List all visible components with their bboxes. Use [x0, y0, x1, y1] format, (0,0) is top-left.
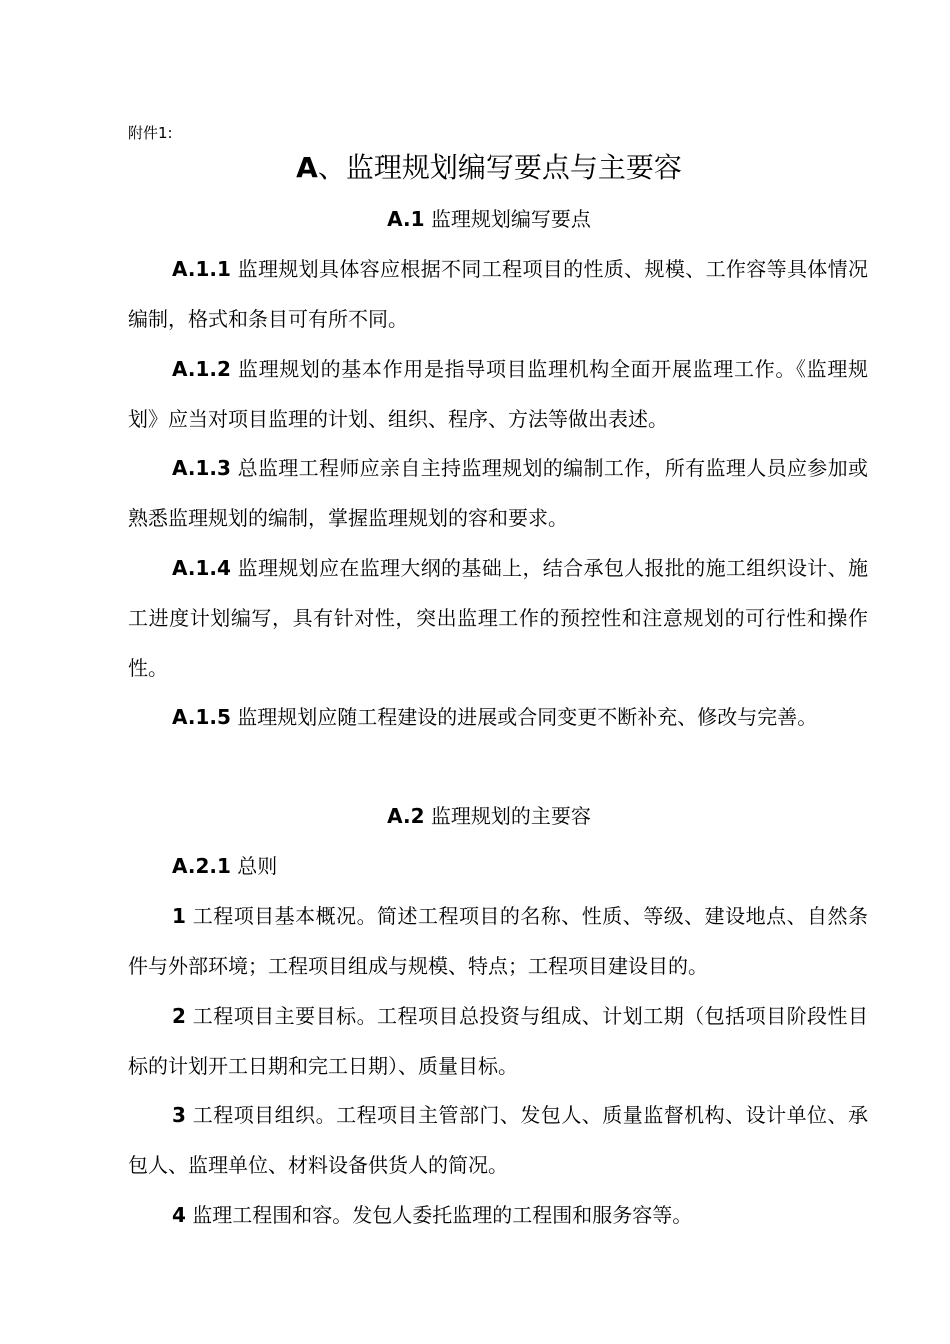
attachment-label: 附件1: — [128, 124, 173, 142]
clause-text: 总监理工程师应亲自主持监理规划的编制工作，所有监理人员应参加或熟悉监理规划的编制，掌握监理规划的容和要求。 — [128, 456, 868, 530]
list-item-3 — [128, 1090, 868, 1190]
clause-a1-4 — [128, 543, 868, 693]
item-number: 4 — [172, 1203, 186, 1227]
item-number: 3 — [172, 1103, 186, 1127]
list-item-2 — [128, 991, 868, 1091]
item-text: 监理工程围和容。发包人委托监理的工程围和服务容等。 — [185, 1203, 693, 1227]
section-title: 监理规划编写要点 — [424, 207, 591, 231]
item-text: 工程项目基本概况。简述工程项目的名称、性质、等级、建设地点、自然条件与外部环境；工程项目组成与规模、特点；工程项目建设目的。 — [128, 904, 868, 978]
clause-number: A.2.1 — [172, 854, 231, 878]
item-number: 2 — [172, 1004, 186, 1028]
clause-number: A.1.5 — [172, 705, 231, 729]
clause-number: A.1.1 — [172, 257, 231, 281]
item-text: 工程项目组织。工程项目主管部门、发包人、质量监督机构、设计单位、承包人、监理单位、材料设备供货人的简况。 — [128, 1103, 868, 1177]
section-heading-a2 — [0, 801, 950, 831]
document-title — [0, 148, 950, 188]
clause-text: 监理规划应随工程建设的进展或合同变更不断补充、修改与完善。 — [230, 705, 818, 729]
clause-a1-5 — [128, 692, 868, 742]
title-prefix: A — [296, 151, 318, 184]
section-number: A.1 — [387, 207, 425, 231]
item-text: 工程项目主要目标。工程项目总投资与组成、计划工期（包括项目阶段性目标的计划开工日期和完工日期）、质量目标。 — [128, 1004, 868, 1078]
clause-text: 监理规划应在监理大纲的基础上，结合承包人报批的施工组织设计、施工进度计划编写，具有针对性，突出监理工作的预控性和注意规划的可行性和操作性。 — [128, 556, 868, 680]
section-title: 监理规划的主要容 — [424, 804, 591, 828]
title-text: 、监理规划编写要点与主要容 — [317, 151, 682, 184]
section-heading-a1 — [0, 204, 950, 234]
clause-text: 总则 — [230, 854, 278, 878]
list-item-4 — [128, 1190, 868, 1240]
clause-number: A.1.4 — [172, 556, 231, 580]
clause-a1-1 — [128, 244, 868, 344]
section-number: A.2 — [387, 804, 425, 828]
item-number: 1 — [172, 904, 186, 928]
clause-a1-2 — [128, 344, 868, 444]
clause-text: 监理规划的基本作用是指导项目监理机构全面开展监理工作。《监理规划》应当对项目监理的计划、组织、程序、方法等做出表述。 — [128, 357, 868, 431]
clause-text: 监理规划具体容应根据不同工程项目的性质、规模、工作容等具体情况编制，格式和条目可有所不同。 — [128, 257, 868, 331]
clause-a2-1 — [128, 841, 868, 891]
clause-number: A.1.3 — [172, 456, 231, 480]
list-item-1 — [128, 891, 868, 991]
clause-number: A.1.2 — [172, 357, 231, 381]
clause-a1-3 — [128, 443, 868, 543]
